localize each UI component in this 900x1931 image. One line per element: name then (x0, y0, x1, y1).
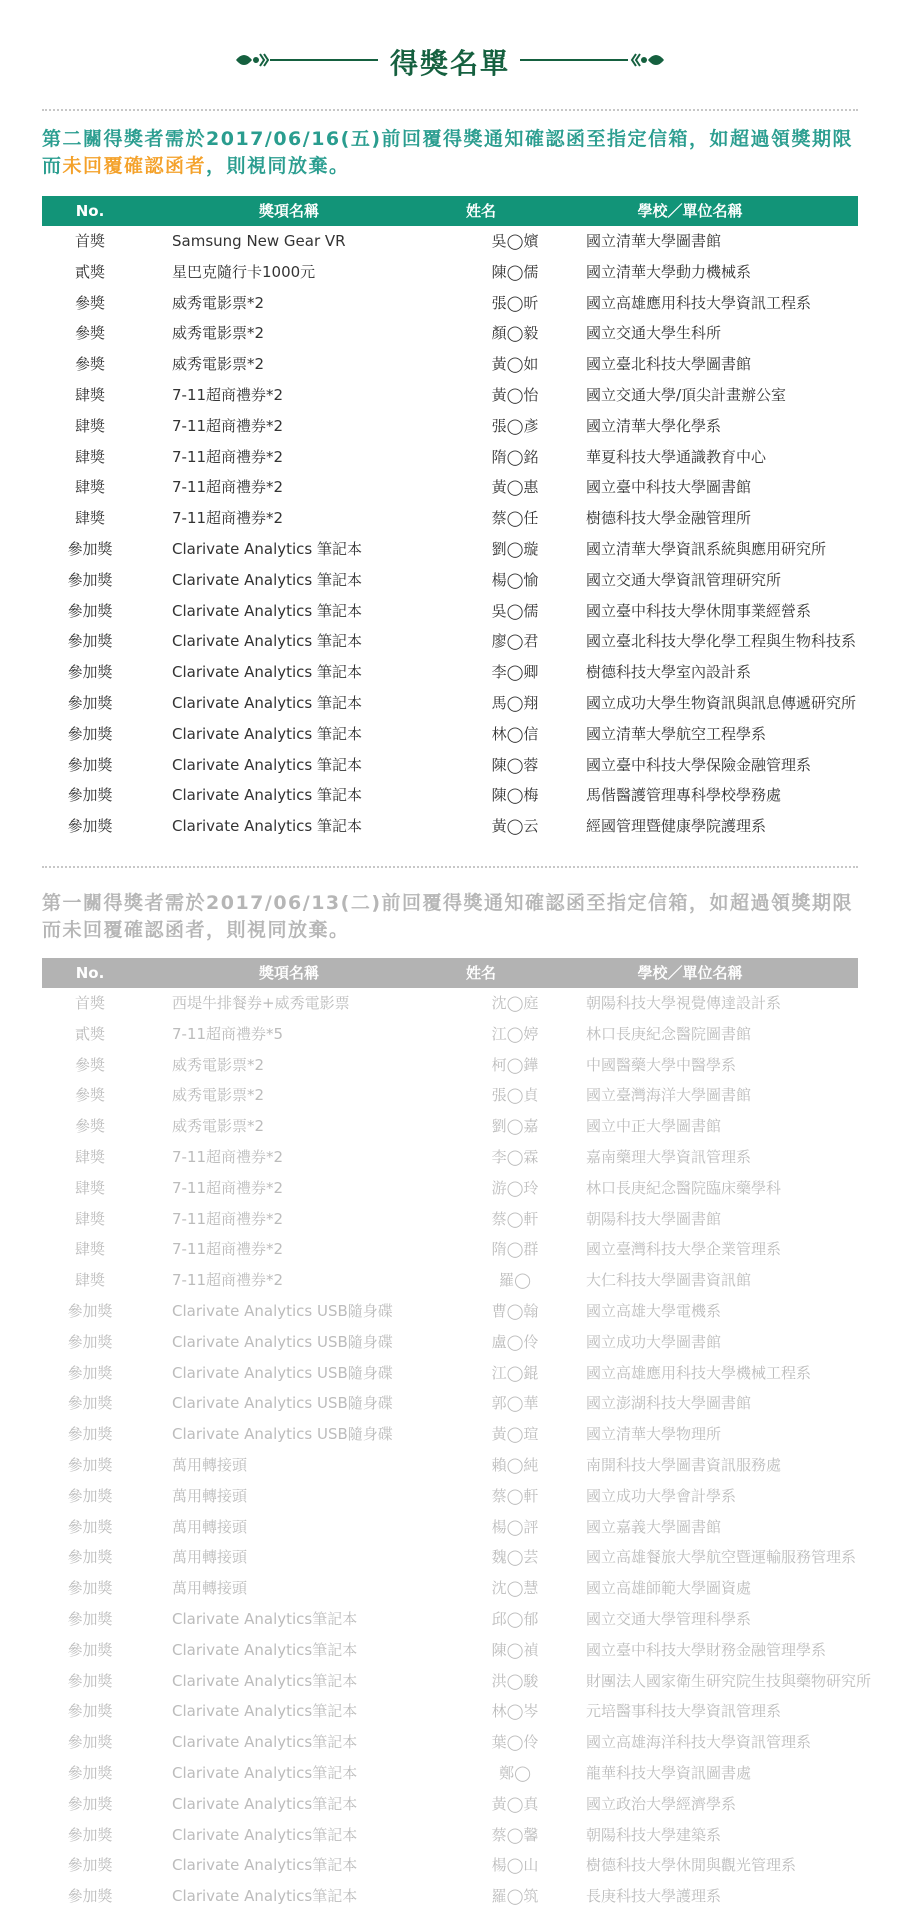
winner-name: 黃◯云 (491, 817, 539, 836)
prize-name: Clarivate Analytics 筆記本 (172, 663, 362, 682)
winner-school: 長庚科技大學護理系 (586, 1887, 722, 1906)
prize-rank: 肆獎 (74, 416, 105, 435)
prize-name: Clarivate Analytics 筆記本 (172, 539, 362, 558)
prize-name: Clarivate Analytics 筆記本 (172, 724, 362, 743)
table-row (42, 1419, 858, 1450)
header-prize: 獎項名稱 (258, 202, 319, 220)
prize-name: 7-11超商禮券*2 (172, 416, 284, 435)
prize-rank: 貳獎 (74, 262, 105, 281)
prize-name: 威秀電影票*2 (172, 293, 265, 312)
table-row (42, 719, 858, 750)
table-row (42, 442, 858, 473)
winner-name: 邱◯郁 (491, 1609, 539, 1628)
winner-school: 國立成功大學會計學系 (586, 1486, 737, 1505)
page-title: 得獎名單 (389, 47, 510, 80)
prize-name: Clarivate Analytics筆記本 (172, 1609, 358, 1628)
header-name: 姓名 (465, 202, 496, 220)
table-row (42, 257, 858, 288)
table-row (42, 1635, 858, 1666)
prize-name: 7-11超商禮券*2 (172, 478, 284, 497)
winner-school: 華夏科技大學通識教育中心 (586, 447, 767, 466)
winner-name: 江◯婷 (491, 1024, 539, 1043)
prize-name: 威秀電影票*2 (172, 355, 265, 374)
prize-rank: 參加獎 (67, 1425, 113, 1444)
round2-table-body (42, 226, 858, 842)
table-row (42, 1820, 858, 1851)
winner-name: 陳◯梅 (491, 786, 539, 805)
prize-name: 萬用轉接頭 (172, 1579, 248, 1598)
prize-name: 7-11超商禮券*2 (172, 1147, 284, 1166)
winner-name: 沈◯庭 (491, 994, 539, 1012)
table-row (42, 657, 858, 688)
winner-school: 國立高雄師範大學圖資處 (586, 1579, 752, 1598)
winner-name: 張◯貞 (491, 1086, 539, 1105)
prize-name: Clarivate Analytics 筆記本 (172, 632, 362, 651)
prize-rank: 參加獎 (67, 663, 113, 682)
winner-name: 柯◯鏵 (491, 1055, 539, 1074)
prize-rank: 參獎 (74, 293, 105, 312)
table-row (42, 349, 858, 380)
winner-school: 國立清華大學物理所 (586, 1425, 722, 1444)
winner-name: 李◯霖 (491, 1147, 539, 1166)
prize-rank: 參獎 (74, 1086, 105, 1105)
round1-table-header (42, 958, 858, 988)
winner-school: 中國醫藥大學中醫學系 (586, 1055, 737, 1074)
winner-school: 國立交通大學管理科學系 (586, 1609, 752, 1628)
prize-rank: 肆獎 (74, 478, 105, 497)
winner-school: 國立政治大學經濟學系 (586, 1794, 737, 1813)
prize-name: Clarivate Analytics USB隨身碟 (172, 1425, 393, 1444)
winner-name: 黃◯惠 (491, 478, 539, 497)
winner-name: 馬◯翔 (491, 693, 539, 712)
winner-school: 樹德科技大學休閒與觀光管理系 (586, 1856, 797, 1875)
prize-name: Clarivate Analytics 筆記本 (172, 570, 362, 589)
winner-school: 國立清華大學航空工程學系 (586, 724, 767, 743)
winner-school: 國立臺灣科技大學企業管理系 (586, 1240, 782, 1259)
prize-name: Clarivate Analytics筆記本 (172, 1733, 358, 1752)
winner-name: 曹◯翰 (491, 1301, 539, 1320)
winner-name: 鄭◯ (499, 1763, 531, 1782)
prize-rank: 肆獎 (74, 509, 105, 528)
prize-rank: 參加獎 (67, 1517, 113, 1536)
winner-name: 顏◯毅 (491, 324, 539, 343)
winner-school: 國立成功大學生物資訊與訊息傳遞研究所 (586, 693, 857, 712)
prize-rank: 參加獎 (67, 724, 113, 743)
winner-school: 馬偕醫護管理專科學校學務處 (586, 786, 782, 805)
prize-name: Clarivate Analytics USB隨身碟 (172, 1394, 393, 1413)
table-row (42, 411, 858, 442)
winner-school: 國立成功大學圖書館 (586, 1332, 722, 1351)
prize-rank: 參獎 (74, 324, 105, 343)
header-no: No. (75, 964, 105, 982)
winner-name: 張◯昕 (491, 293, 539, 312)
winner-name: 魏◯芸 (491, 1548, 539, 1567)
table-row (42, 1450, 858, 1481)
prize-rank: 首獎 (74, 232, 105, 250)
winner-school: 國立交通大學生科所 (586, 324, 722, 343)
table-row (42, 1542, 858, 1573)
round1-notice: 第一關得獎者需於2017/06/13(二)前回覆得獎通知確認函至指定信箱，如超過領獎期限而未回覆確認函者，則視同放棄。 (42, 892, 854, 941)
prize-name: 7-11超商禮券*5 (172, 1024, 284, 1043)
table-row (42, 1388, 858, 1419)
prize-rank: 參加獎 (67, 1887, 113, 1906)
winner-name: 楊◯評 (491, 1517, 539, 1536)
winner-name: 林◯岑 (491, 1702, 539, 1721)
prize-rank: 肆獎 (74, 1271, 105, 1290)
round1-table-body (42, 988, 872, 1912)
winner-name: 郭◯華 (491, 1394, 539, 1413)
winner-school: 國立高雄大學電機系 (586, 1301, 722, 1320)
prize-name: Clarivate Analytics筆記本 (172, 1825, 358, 1844)
prize-name: 7-11超商禮券*2 (172, 1178, 284, 1197)
winner-name: 游◯玲 (491, 1178, 539, 1197)
winner-name: 盧◯伶 (491, 1332, 539, 1351)
prize-name: Samsung New Gear VR (172, 232, 346, 250)
winner-school: 國立交通大學資訊管理研究所 (586, 570, 782, 589)
prize-name: 威秀電影票*2 (172, 324, 265, 343)
table-row (42, 318, 858, 349)
winner-name: 陳◯蓉 (491, 755, 539, 774)
winner-name: 黃◯瑄 (491, 1425, 539, 1444)
winner-name: 蔡◯任 (491, 509, 539, 528)
winner-name: 劉◯嘉 (491, 1117, 539, 1136)
round2-notice-highlight: 未回覆確認函者 (62, 155, 207, 177)
prize-rank: 參加獎 (67, 570, 113, 589)
prize-rank: 參加獎 (67, 1733, 113, 1752)
round1-table (42, 958, 872, 1912)
winner-school: 國立臺中科技大學保險金融管理系 (586, 755, 812, 774)
winner-name: 隋◯銘 (491, 447, 539, 466)
winner-school: 國立交通大學/頂尖計畫辦公室 (586, 385, 787, 404)
winner-school: 元培醫事科技大學資訊管理系 (586, 1702, 782, 1721)
winner-name: 江◯錕 (491, 1363, 539, 1382)
winner-school: 樹德科技大學金融管理所 (586, 509, 752, 528)
round2-notice-end: ，則視同放棄。 (206, 155, 350, 177)
prize-name: Clarivate Analytics 筆記本 (172, 755, 362, 774)
prize-name: Clarivate Analytics 筆記本 (172, 817, 362, 836)
winner-school: 朝陽科技大學圖書館 (586, 1209, 722, 1228)
winner-name: 黃◯怡 (491, 385, 539, 404)
table-row (42, 1881, 858, 1912)
table-row (42, 1111, 858, 1142)
winner-name: 廖◯君 (491, 632, 539, 651)
prize-rank: 參加獎 (67, 1856, 113, 1875)
winner-school: 國立清華大學化學系 (586, 416, 722, 435)
prize-rank: 參加獎 (67, 1794, 113, 1813)
prize-rank: 參加獎 (67, 1394, 113, 1413)
prize-rank: 首獎 (74, 994, 105, 1012)
round2-notice-text: 第二關得獎者需於2017/06/16(五)前回覆得獎通知確認函至指定信箱，如超過領獎期限而 (42, 128, 854, 177)
table-row (42, 1204, 858, 1235)
header-no: No. (75, 202, 105, 220)
prize-name: 威秀電影票*2 (172, 1117, 265, 1136)
prize-rank: 參獎 (74, 1117, 105, 1136)
prize-name: Clarivate Analytics USB隨身碟 (172, 1332, 393, 1351)
prize-name: Clarivate Analytics 筆記本 (172, 693, 362, 712)
winner-name: 葉◯伶 (491, 1733, 539, 1752)
winner-school: 財團法人國家衛生研究院生技與藥物研究所 (586, 1671, 872, 1690)
prize-rank: 肆獎 (74, 1209, 105, 1228)
prize-rank: 參加獎 (67, 1363, 113, 1382)
winner-school: 國立高雄海洋科技大學資訊管理系 (586, 1733, 812, 1752)
winner-name: 張◯彥 (491, 416, 539, 435)
prize-name: Clarivate Analytics USB隨身碟 (172, 1301, 393, 1320)
prize-rank: 參加獎 (67, 601, 113, 620)
prize-rank: 參加獎 (67, 1301, 113, 1320)
prize-rank: 參加獎 (67, 1548, 113, 1567)
table-row (42, 534, 858, 565)
table-row (42, 503, 858, 534)
prize-rank: 參加獎 (67, 693, 113, 712)
prize-rank: 參加獎 (67, 1825, 113, 1844)
winner-name: 隋◯群 (491, 1240, 539, 1259)
page-header (0, 38, 900, 88)
prize-rank: 參加獎 (67, 817, 113, 836)
prize-name: 萬用轉接頭 (172, 1486, 248, 1505)
table-row (42, 988, 858, 1019)
prize-name: Clarivate Analytics筆記本 (172, 1702, 358, 1721)
table-row (42, 1512, 858, 1543)
winner-school: 國立臺中科技大學財務金融管理學系 (586, 1640, 827, 1659)
winner-school: 國立高雄餐旅大學航空暨運輸服務管理系 (586, 1548, 857, 1567)
round2-notice (42, 126, 872, 180)
table-row (42, 811, 858, 842)
table-row (42, 596, 858, 627)
winner-school: 經國管理暨健康學院護理系 (586, 817, 767, 836)
table-row (42, 1604, 858, 1635)
table-row (42, 780, 858, 811)
table-row (42, 1573, 858, 1604)
winner-school: 國立臺中科技大學圖書館 (586, 478, 752, 497)
prize-name: Clarivate Analytics筆記本 (172, 1856, 358, 1875)
table-row (42, 1173, 858, 1204)
round2-table-header (42, 196, 858, 226)
prize-name: Clarivate Analytics 筆記本 (172, 786, 362, 805)
prize-name: 西堤牛排餐券+威秀電影票 (172, 994, 350, 1012)
winner-name: 吳◯嬪 (491, 232, 539, 250)
winner-school: 國立清華大學動力機械系 (586, 262, 752, 281)
prize-rank: 參獎 (74, 1055, 105, 1074)
prize-name: Clarivate Analytics筆記本 (172, 1887, 358, 1906)
prize-rank: 肆獎 (74, 1178, 105, 1197)
winner-name: 洪◯駿 (491, 1671, 539, 1690)
header-school: 學校／單位名稱 (637, 202, 743, 220)
prize-rank: 參加獎 (67, 1702, 113, 1721)
winner-name: 黃◯真 (491, 1794, 539, 1813)
table-row (42, 1050, 858, 1081)
winner-school: 國立清華大學圖書館 (586, 232, 722, 250)
table-row (42, 1789, 858, 1820)
winner-name: 羅◯筑 (491, 1887, 539, 1906)
table-row (42, 688, 858, 719)
winner-name: 吳◯儒 (491, 601, 539, 620)
prize-name: 威秀電影票*2 (172, 1055, 265, 1074)
winner-school: 國立高雄應用科技大學機械工程系 (586, 1363, 812, 1382)
header-name: 姓名 (465, 964, 496, 982)
winner-name: 黃◯如 (491, 355, 539, 374)
table-row (42, 1265, 858, 1296)
prize-name: 星巴克隨行卡1000元 (172, 262, 316, 281)
winner-name: 賴◯純 (491, 1455, 539, 1474)
winner-name: 蔡◯馨 (491, 1825, 539, 1844)
winner-school: 朝陽科技大學建築系 (586, 1825, 722, 1844)
prize-name: 7-11超商禮券*2 (172, 509, 284, 528)
prize-name: Clarivate Analytics筆記本 (172, 1640, 358, 1659)
table-row (42, 1850, 858, 1881)
prize-rank: 貳獎 (74, 1024, 105, 1043)
divider (42, 866, 858, 868)
prize-rank: 參加獎 (67, 1486, 113, 1505)
winner-school: 國立澎湖科技大學圖書館 (586, 1394, 752, 1413)
winner-school: 樹德科技大學室內設計系 (586, 663, 752, 682)
table-row (42, 1666, 872, 1697)
winner-school: 林口長庚紀念醫院圖書館 (586, 1024, 752, 1043)
table-row (42, 750, 858, 781)
prize-name: 威秀電影票*2 (172, 1086, 265, 1105)
winner-school: 國立嘉義大學圖書館 (586, 1517, 722, 1536)
winner-school: 國立臺灣海洋大學圖書館 (586, 1086, 752, 1105)
prize-name: 7-11超商禮券*2 (172, 447, 284, 466)
prize-rank: 參加獎 (67, 1763, 113, 1782)
prize-name: Clarivate Analytics筆記本 (172, 1671, 358, 1690)
prize-name: 7-11超商禮券*2 (172, 1271, 284, 1290)
header-school: 學校／單位名稱 (637, 964, 743, 982)
winner-name: 楊◯山 (491, 1856, 539, 1875)
table-row (42, 1142, 858, 1173)
prize-name: 7-11超商禮券*2 (172, 1209, 284, 1228)
winner-school: 國立臺北科技大學化學工程與生物科技系 (586, 632, 857, 651)
prize-rank: 參獎 (74, 355, 105, 374)
winner-name: 楊◯愉 (491, 570, 539, 589)
winner-name: 羅◯ (499, 1271, 531, 1290)
winner-name: 沈◯慧 (491, 1579, 539, 1598)
prize-name: Clarivate Analytics筆記本 (172, 1794, 358, 1813)
winner-school: 國立臺北科技大學圖書館 (586, 355, 752, 374)
prize-rank: 參加獎 (67, 1671, 113, 1690)
winner-school: 國立臺中科技大學休閒事業經營系 (586, 601, 812, 620)
table-row (42, 472, 858, 503)
prize-name: 萬用轉接頭 (172, 1455, 248, 1474)
prize-rank: 參加獎 (67, 1455, 113, 1474)
table-row (42, 1758, 858, 1789)
winner-name: 劉◯璇 (491, 539, 539, 558)
prize-rank: 參加獎 (67, 1640, 113, 1659)
prize-name: Clarivate Analytics筆記本 (172, 1763, 358, 1782)
prize-rank: 參加獎 (67, 539, 113, 558)
winner-school: 國立中正大學圖書館 (586, 1117, 722, 1136)
prize-rank: 參加獎 (67, 786, 113, 805)
prize-rank: 參加獎 (67, 632, 113, 651)
table-row (42, 1481, 858, 1512)
table-row (42, 1080, 858, 1111)
prize-rank: 肆獎 (74, 1147, 105, 1166)
prize-rank: 肆獎 (74, 385, 105, 404)
table-row (42, 1696, 858, 1727)
table-row (42, 626, 858, 657)
prize-rank: 參加獎 (67, 1609, 113, 1628)
winner-school: 國立清華大學資訊系統與應用研究所 (586, 539, 827, 558)
prize-name: 7-11超商禮券*2 (172, 1240, 284, 1259)
winner-name: 蔡◯軒 (491, 1209, 539, 1228)
winner-school: 大仁科技大學圖書資訊館 (586, 1271, 752, 1290)
header-prize: 獎項名稱 (258, 964, 319, 982)
winner-name: 陳◯禎 (491, 1640, 539, 1659)
winner-name: 林◯信 (491, 724, 539, 743)
table-row (42, 1234, 858, 1265)
table-row (42, 1019, 858, 1050)
winner-school: 朝陽科技大學視覺傳達設計系 (586, 994, 782, 1012)
prize-rank: 肆獎 (74, 447, 105, 466)
divider (42, 109, 858, 111)
winner-name: 李◯卿 (491, 663, 539, 682)
winner-school: 嘉南藥理大學資訊管理系 (586, 1147, 752, 1166)
round2-table (42, 196, 858, 842)
winner-school: 南開科技大學圖書資訊服務處 (586, 1455, 782, 1474)
table-row (42, 226, 858, 257)
table-row (42, 380, 858, 411)
table-row (42, 1727, 858, 1758)
winner-school: 林口長庚紀念醫院臨床藥學科 (586, 1178, 782, 1197)
table-row (42, 1327, 858, 1358)
winner-name: 陳◯儒 (491, 262, 539, 281)
table-row (42, 288, 858, 319)
prize-name: Clarivate Analytics USB隨身碟 (172, 1363, 393, 1382)
prize-rank: 參加獎 (67, 1332, 113, 1351)
table-row (42, 565, 858, 596)
table-row (42, 1358, 858, 1389)
winner-name: 蔡◯軒 (491, 1486, 539, 1505)
prize-name: 7-11超商禮券*2 (172, 385, 284, 404)
prize-name: 萬用轉接頭 (172, 1548, 248, 1567)
winner-school: 國立高雄應用科技大學資訊工程系 (586, 293, 812, 312)
table-row (42, 1296, 858, 1327)
prize-rank: 肆獎 (74, 1240, 105, 1259)
prize-rank: 參加獎 (67, 1579, 113, 1598)
prize-name: Clarivate Analytics 筆記本 (172, 601, 362, 620)
winner-school: 龍華科技大學資訊圖書處 (586, 1763, 752, 1782)
prize-rank: 參加獎 (67, 755, 113, 774)
prize-name: 萬用轉接頭 (172, 1517, 248, 1536)
